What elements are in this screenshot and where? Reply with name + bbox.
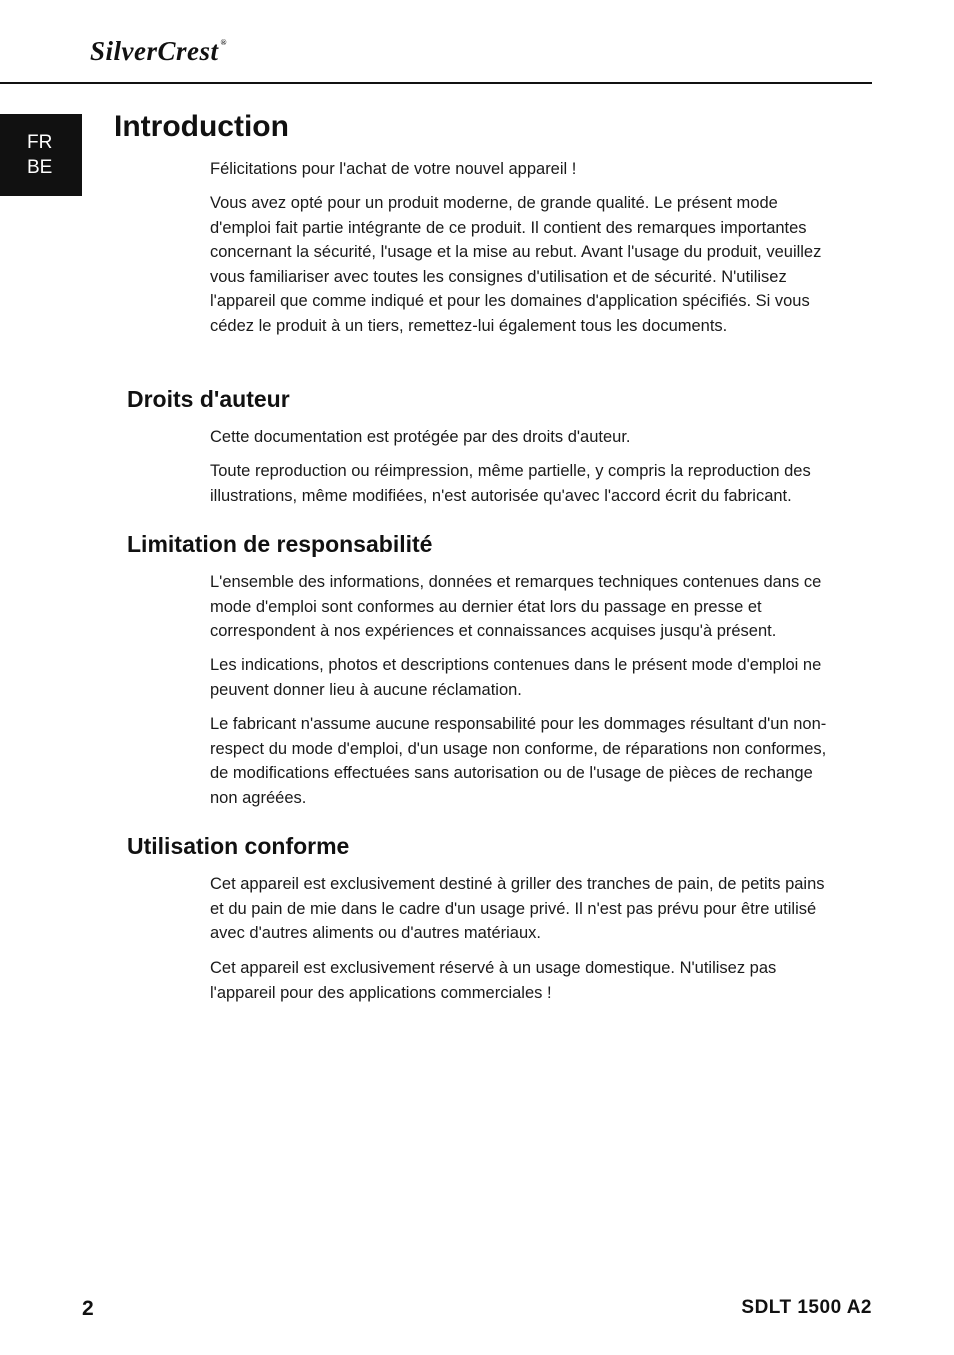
language-code-be: BE <box>27 157 53 178</box>
header-rule <box>0 82 872 84</box>
page-number: 2 <box>82 1297 94 1320</box>
copyright-paragraph-2: Toute reproduction ou réimpression, même partielle, y compris la reproduction des illustrations, même modifiées, n'est autorisée qu'avec l'accord écrit du fabricant. <box>210 462 811 505</box>
section-heading-intended-use: Utilisation conforme <box>127 833 350 859</box>
liability-paragraph-3: Le fabricant n'assume aucune responsabilité pour les dommages résultant d'un non-respect du mode d'emploi, d'un usage non conforme, de réparations non conformes, de modifications effectuées sans autorisation ou de l'usage de pièces de rechange non agréées. <box>210 715 827 807</box>
section-heading-liability: Limitation de responsabilité <box>127 531 433 557</box>
page-title: Introduction <box>114 110 289 143</box>
model-number: SDLT 1500 A2 <box>741 1297 872 1318</box>
section-heading-copyright: Droits d'auteur <box>127 386 290 412</box>
liability-paragraph-1: L'ensemble des informations, données et remarques techniques contenues dans ce mode d'emploi sont conformes au dernier état lors du passage en presse et correspondent à nos expériences et connaissances acquises jusqu'à présent. <box>210 573 822 641</box>
liability-paragraph-2: Les indications, photos et descriptions contenues dans le présent mode d'emploi ne peuvent donner lieu à aucune réclamation. <box>210 656 822 699</box>
intro-paragraph-1: Félicitations pour l'achat de votre nouvel appareil ! <box>210 160 577 178</box>
intended-use-paragraph-2: Cet appareil est exclusivement réservé à un usage domestique. N'utilisez pas l'appareil pour des applications commerciales ! <box>210 959 777 1002</box>
brand-name: SilverCrest <box>90 36 219 66</box>
copyright-paragraph-1: Cette documentation est protégée par des droits d'auteur. <box>210 428 631 446</box>
language-tab <box>0 114 82 196</box>
intro-paragraph-2: Vous avez opté pour un produit moderne, de grande qualité. Le présent mode d'emploi fait partie intégrante de ce produit. Il contient des remarques importantes concernant la sécurité, l'usage et la mise au rebut. Avant l'usage du produit, veuillez vous familiariser avec toutes les consignes d'utilisation et de sécurité. N'utilisez l'appareil que comme indiqué et pour les domaines d'application spécifiés. Si vous cédez le produit à un tiers, remettez-lui également tous les documents. <box>210 194 822 335</box>
brand-logo <box>90 36 227 67</box>
registered-mark: ® <box>220 38 227 47</box>
language-code-fr: FR <box>27 132 53 153</box>
intended-use-paragraph-1: Cet appareil est exclusivement destiné à griller des tranches de pain, de petits pains et du pain de mie dans le cadre d'un usage privé. Il n'est pas prévu pour être utilisé avec d'autres aliments ou d'autres matériaux. <box>210 875 825 943</box>
